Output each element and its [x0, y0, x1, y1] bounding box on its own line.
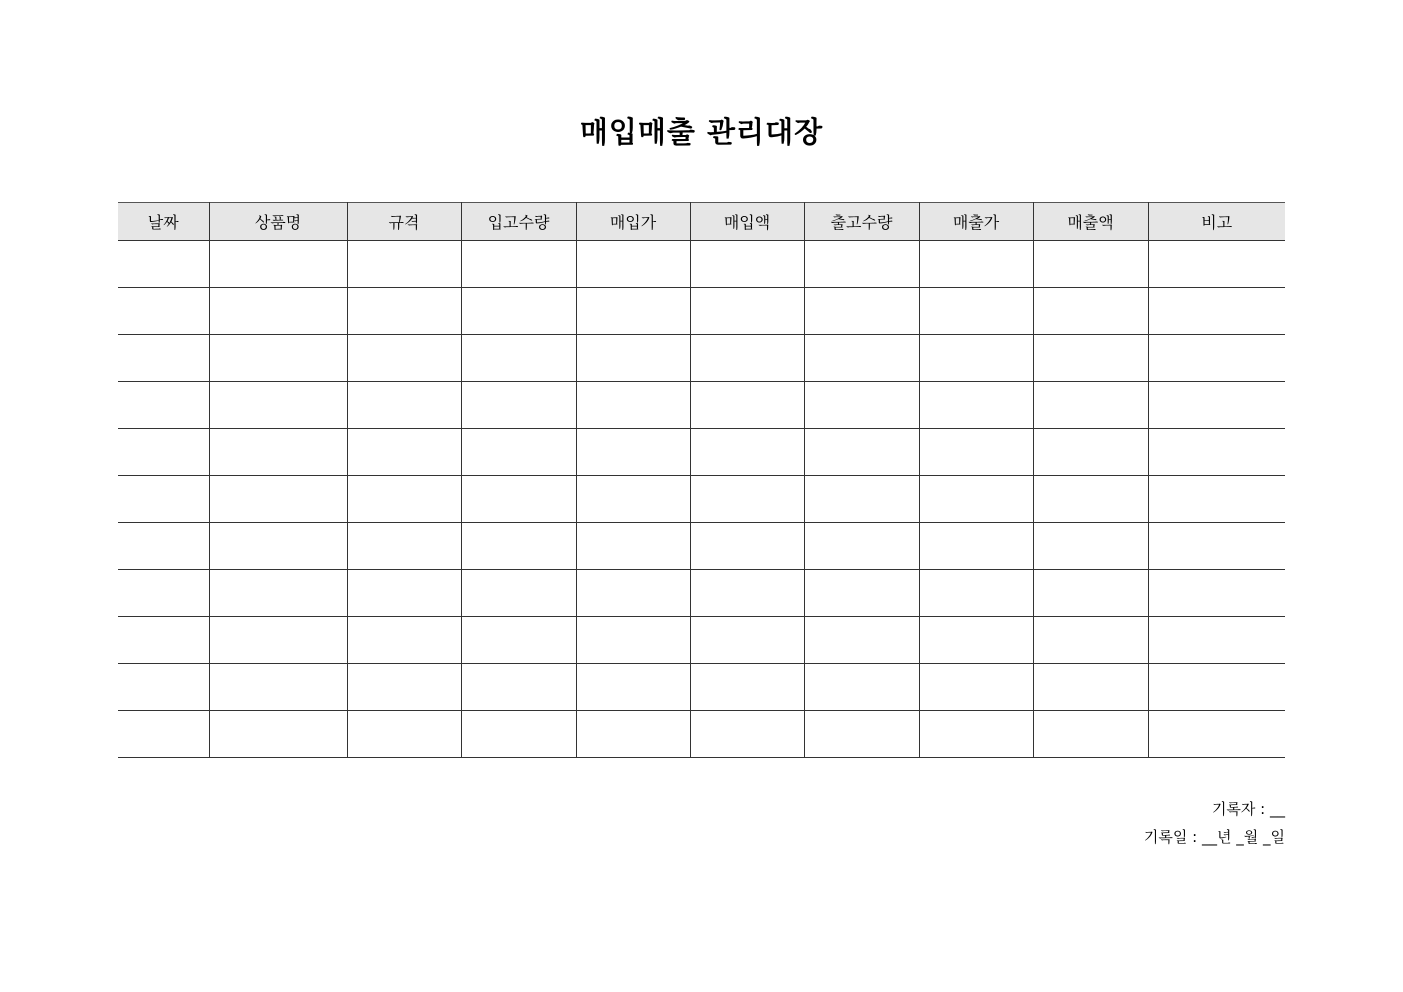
table-cell[interactable]	[461, 241, 576, 288]
table-cell[interactable]	[690, 288, 804, 335]
table-cell[interactable]	[118, 711, 209, 758]
table-cell[interactable]	[1148, 382, 1285, 429]
table-cell[interactable]	[576, 288, 690, 335]
column-header-purchase-amount: 매입액	[690, 203, 804, 241]
table-cell[interactable]	[461, 523, 576, 570]
table-cell[interactable]	[118, 382, 209, 429]
table-cell[interactable]	[461, 429, 576, 476]
table-cell[interactable]	[461, 617, 576, 664]
table-cell[interactable]	[804, 382, 919, 429]
table-cell[interactable]	[118, 429, 209, 476]
table-cell[interactable]	[804, 241, 919, 288]
table-cell[interactable]	[1033, 476, 1148, 523]
table-cell[interactable]	[347, 288, 461, 335]
table-cell[interactable]	[209, 570, 347, 617]
table-row	[118, 570, 1285, 617]
table-cell[interactable]	[118, 335, 209, 382]
table-cell[interactable]	[690, 241, 804, 288]
table-row	[118, 617, 1285, 664]
table-cell[interactable]	[347, 382, 461, 429]
table-cell[interactable]	[347, 523, 461, 570]
record-date-line: 기록일 : __년 _월 _일	[1143, 828, 1285, 846]
table-cell[interactable]	[209, 664, 347, 711]
table-cell[interactable]	[347, 429, 461, 476]
table-cell[interactable]	[919, 664, 1033, 711]
table-cell[interactable]	[1148, 335, 1285, 382]
column-header-sales-price: 매출가	[919, 203, 1033, 241]
table-cell[interactable]	[690, 335, 804, 382]
table-row	[118, 476, 1285, 523]
table-cell[interactable]	[690, 382, 804, 429]
table-cell[interactable]	[919, 617, 1033, 664]
table-cell[interactable]	[804, 288, 919, 335]
table-cell[interactable]	[118, 288, 209, 335]
table-cell[interactable]	[804, 476, 919, 523]
table-cell[interactable]	[1033, 288, 1148, 335]
table-cell[interactable]	[209, 288, 347, 335]
table-cell[interactable]	[804, 429, 919, 476]
table-cell[interactable]	[690, 711, 804, 758]
table-cell[interactable]	[209, 476, 347, 523]
recorder-line: 기록자 : __	[1211, 800, 1285, 818]
table-cell[interactable]	[1148, 476, 1285, 523]
table-cell[interactable]	[576, 523, 690, 570]
table-cell[interactable]	[576, 241, 690, 288]
table-cell[interactable]	[209, 523, 347, 570]
table-cell[interactable]	[919, 476, 1033, 523]
table-row	[118, 288, 1285, 335]
table-cell[interactable]	[1148, 288, 1285, 335]
table-cell[interactable]	[690, 570, 804, 617]
table-cell[interactable]	[347, 335, 461, 382]
table-row	[118, 523, 1285, 570]
table-cell[interactable]	[1033, 617, 1148, 664]
table-cell[interactable]	[347, 711, 461, 758]
table-cell[interactable]	[1148, 617, 1285, 664]
document-title: 매입매출 관리대장	[579, 115, 824, 149]
table-cell[interactable]	[118, 570, 209, 617]
table-row	[118, 711, 1285, 758]
table-row	[118, 664, 1285, 711]
table-cell[interactable]	[576, 570, 690, 617]
table-cell[interactable]	[461, 335, 576, 382]
table-row	[118, 241, 1285, 288]
table-cell[interactable]	[209, 711, 347, 758]
table-cell[interactable]	[1033, 664, 1148, 711]
table-cell[interactable]	[804, 617, 919, 664]
table-cell[interactable]	[576, 664, 690, 711]
table-cell[interactable]	[1033, 382, 1148, 429]
table-cell[interactable]	[919, 523, 1033, 570]
table-cell[interactable]	[118, 476, 209, 523]
table-cell[interactable]	[690, 664, 804, 711]
table-cell[interactable]	[919, 335, 1033, 382]
table-cell[interactable]	[804, 570, 919, 617]
table-cell[interactable]	[1148, 429, 1285, 476]
table-cell[interactable]	[919, 711, 1033, 758]
table-cell[interactable]	[347, 476, 461, 523]
header-row	[118, 203, 1285, 241]
table-cell[interactable]	[576, 711, 690, 758]
table-cell[interactable]	[1033, 523, 1148, 570]
table-cell[interactable]	[209, 429, 347, 476]
table-cell[interactable]	[118, 664, 209, 711]
table-row	[118, 429, 1285, 476]
table-cell[interactable]	[461, 476, 576, 523]
table-cell[interactable]	[461, 711, 576, 758]
table-cell[interactable]	[1148, 241, 1285, 288]
column-header-outgoing-qty: 출고수량	[804, 203, 919, 241]
column-header-incoming-qty: 입고수량	[461, 203, 576, 241]
table-cell[interactable]	[804, 711, 919, 758]
column-header-product-name: 상품명	[209, 203, 347, 241]
table-cell[interactable]	[209, 382, 347, 429]
table-cell[interactable]	[1033, 570, 1148, 617]
table-cell[interactable]	[576, 429, 690, 476]
column-header-remarks: 비고	[1148, 203, 1285, 241]
table-cell[interactable]	[118, 617, 209, 664]
table-cell[interactable]	[347, 241, 461, 288]
table-cell[interactable]	[690, 617, 804, 664]
table-cell[interactable]	[1033, 241, 1148, 288]
column-header-sales-amount: 매출액	[1033, 203, 1148, 241]
table-cell[interactable]	[347, 617, 461, 664]
table-cell[interactable]	[576, 476, 690, 523]
table-cell[interactable]	[209, 617, 347, 664]
table-cell[interactable]	[1148, 570, 1285, 617]
table-cell[interactable]	[209, 241, 347, 288]
column-header-spec: 규격	[347, 203, 461, 241]
table-cell[interactable]	[1148, 523, 1285, 570]
table-cell[interactable]	[919, 570, 1033, 617]
table-cell[interactable]	[209, 335, 347, 382]
table-cell[interactable]	[1148, 711, 1285, 758]
table-row	[118, 382, 1285, 429]
table-cell[interactable]	[690, 523, 804, 570]
table-cell[interactable]	[576, 335, 690, 382]
table-cell[interactable]	[576, 617, 690, 664]
table-cell[interactable]	[1033, 711, 1148, 758]
ledger-table	[118, 202, 1285, 758]
table-cell[interactable]	[690, 429, 804, 476]
table-cell[interactable]	[118, 523, 209, 570]
table-cell[interactable]	[919, 288, 1033, 335]
column-header-purchase-price: 매입가	[576, 203, 690, 241]
table-cell[interactable]	[919, 429, 1033, 476]
table-cell[interactable]	[347, 570, 461, 617]
table-cell[interactable]	[347, 664, 461, 711]
table-cell[interactable]	[804, 335, 919, 382]
table-cell[interactable]	[919, 382, 1033, 429]
table-cell[interactable]	[919, 241, 1033, 288]
table-cell[interactable]	[804, 664, 919, 711]
table-cell[interactable]	[1148, 664, 1285, 711]
table-row	[118, 335, 1285, 382]
table-cell[interactable]	[690, 476, 804, 523]
footer	[1144, 795, 1285, 851]
table-cell[interactable]	[804, 523, 919, 570]
table-cell[interactable]	[461, 570, 576, 617]
table-cell[interactable]	[461, 382, 576, 429]
table-cell[interactable]	[118, 241, 209, 288]
table-cell[interactable]	[461, 288, 576, 335]
table-cell[interactable]	[461, 664, 576, 711]
table-cell[interactable]	[1033, 429, 1148, 476]
column-header-date: 날짜	[118, 203, 209, 241]
table-cell[interactable]	[576, 382, 690, 429]
table-cell[interactable]	[1033, 335, 1148, 382]
ledger-body	[118, 241, 1285, 758]
